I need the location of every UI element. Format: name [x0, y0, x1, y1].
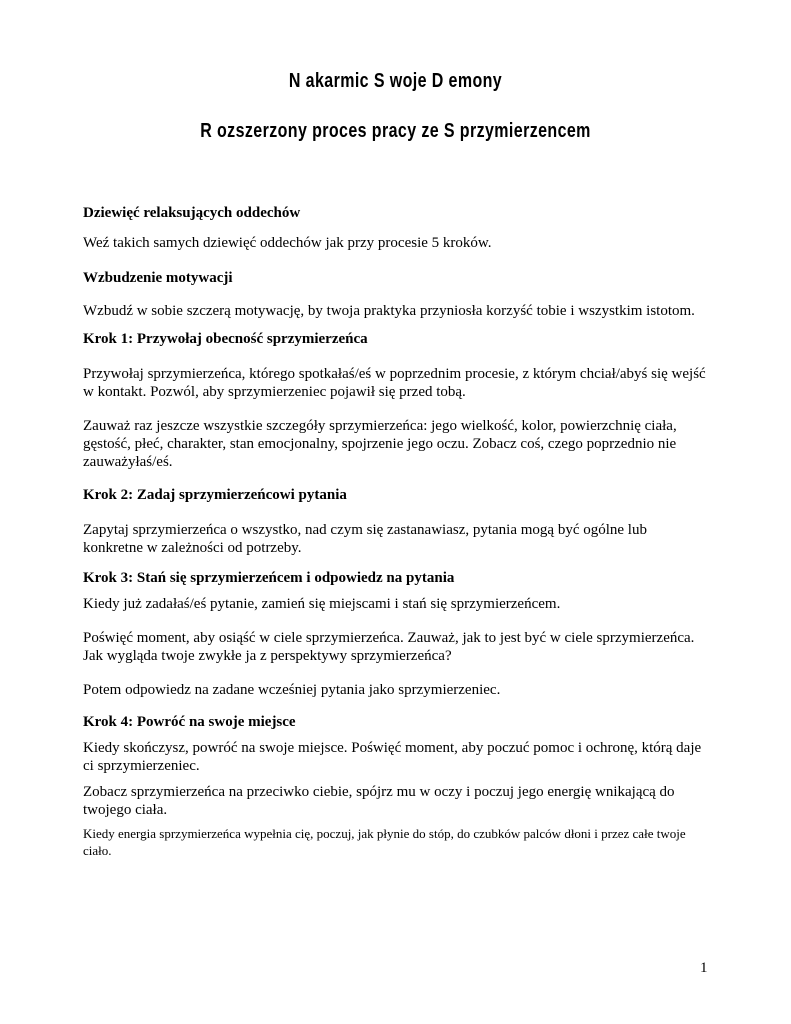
section-paragraph: Zobacz sprzymierzeńca na przeciwko ciebie, spójrz mu w oczy i poczuj jego energię wnikającą do twojego ciała.	[83, 784, 675, 818]
section-paragraph: Zapytaj sprzymierzeńca o wszystko, nad czym się zastanawiasz, pytania mogą być ogólne lub konkretne w zależności od potrzeby.	[83, 522, 647, 556]
section-paragraph: Wzbudź w sobie szczerą motywację, by twoja praktyka przyniosła korzyść tobie i wszystkim istotom.	[83, 303, 695, 319]
document-title: N akarmic S woje D emony	[288, 70, 503, 92]
section-paragraph: Kiedy już zadałaś/eś pytanie, zamień się miejscami i stań się sprzymierzeńcem.	[83, 596, 561, 612]
page-number: 1	[700, 960, 708, 976]
section-heading-step-2: Krok 2: Zadaj sprzymierzeńcowi pytania	[83, 487, 347, 503]
section-paragraph: Weź takich samych dziewięć oddechów jak przy procesie 5 kroków.	[83, 235, 492, 251]
section-heading-step-1: Krok 1: Przywołaj obecność sprzymierzeńca	[83, 331, 368, 347]
document-subtitle: R ozszerzony proces pracy ze S przymierzencem	[200, 120, 591, 142]
section-paragraph: Poświęć moment, aby osiąść w ciele sprzymierzeńca. Zauważ, jak to jest być w ciele sprzymierzeńca. Jak wygląda twoje zwykłe ja z perspektywy sprzymierzeńca?	[83, 630, 695, 664]
section-paragraph: Przywołaj sprzymierzeńca, którego spotkałaś/eś w poprzednim procesie, z którym chciał/abyś się wejść w kontakt. Pozwól, aby sprzymierzeniec pojawił się przed tobą.	[83, 366, 706, 400]
document-body	[83, 200, 708, 859]
section-heading-step-4: Krok 4: Powróć na swoje miejsce	[83, 714, 296, 730]
section-heading-step-3: Krok 3: Stań się sprzymierzeńcem i odpowiedz na pytania	[83, 570, 455, 586]
section-paragraph: Kiedy skończysz, powróć na swoje miejsce. Poświęć moment, aby poczuć pomoc i ochronę, którą daje ci sprzymierzeniec.	[83, 740, 702, 774]
section-heading-motivation: Wzbudzenie motywacji	[83, 270, 233, 286]
section-paragraph: Potem odpowiedz na zadane wcześniej pytania jako sprzymierzeniec.	[83, 682, 501, 698]
section-paragraph: Zauważ raz jeszcze wszystkie szczegóły sprzymierzeńca: jego wielkość, kolor, powierzchnię ciała, gęstość, płeć, charakter, stan emocjonalny, spojrzenie jego oczu. Zobacz coś, czego poprzednio nie zauważyłaś/eś.	[83, 418, 677, 470]
section-heading-breaths: Dziewięć relaksujących oddechów	[83, 205, 301, 221]
section-paragraph: Kiedy energia sprzymierzeńca wypełnia cię, poczuj, jak płynie do stóp, do czubków palców dłoni i przez całe twoje ciało.	[83, 826, 686, 858]
